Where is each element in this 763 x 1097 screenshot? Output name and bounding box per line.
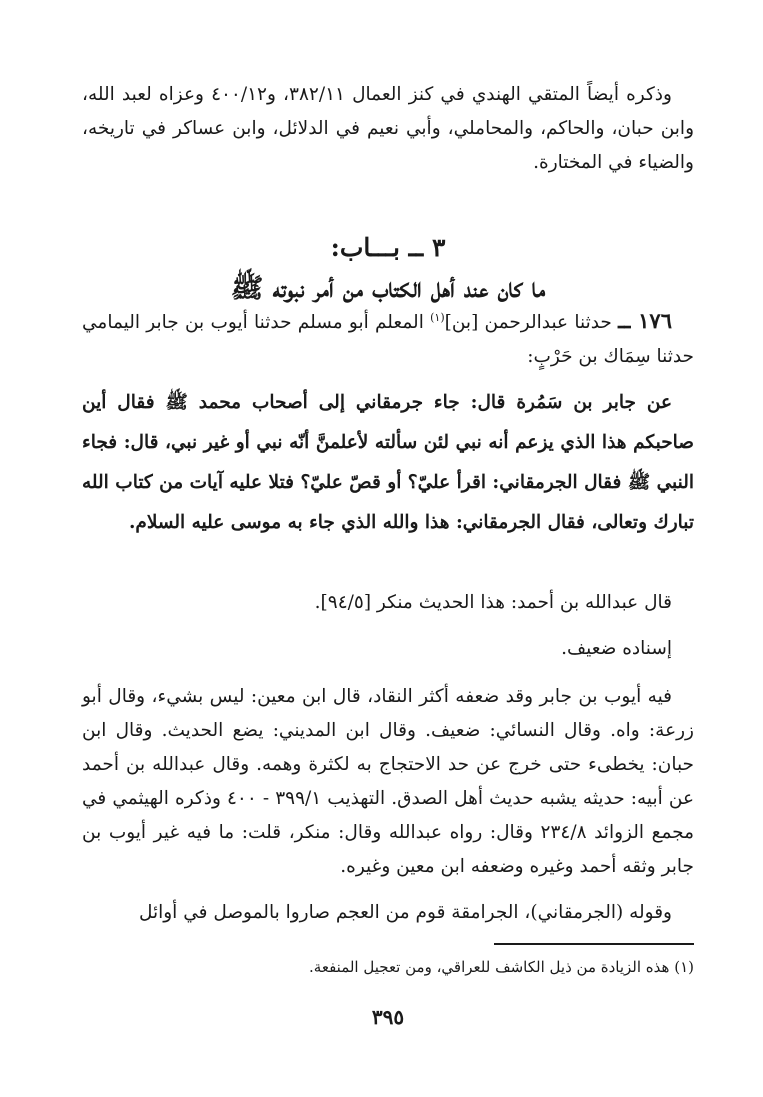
chapter-heading	[82, 228, 694, 310]
commentary-paragraph: فيه أيوب بن جابر وقد ضعفه أكثر النقاد، قال ابن معين: ليس بشيء، وقال أبو زرعة: واه. وقال النسائي: ضعيف. وقال ابن المديني: يضع الحديث. وقال ابن حبان: يخطىء حتى خرج عن حد الاحتجاج به لكثرة وهمه. وقال عبدالله بن أحمد عن أبيه: حديثه يشبه حديث أهل الصدق. التهذيب ٣٩٩/١ - ٤٠٠ وذكره الهيثمي في مجمع الزوائد ٢٣٤/٨ وقال: رواه عبدالله وقال: منكر، قلت: ما فيه غير أيوب بن جابر وثقه أحمد وغيره وضعفه ابن معين وغيره.	[82, 686, 695, 877]
footnote: (١) هذه الزيادة من ذيل الكاشف للعراقي، ومن تعجيل المنفعة.	[309, 958, 694, 976]
hadith-isnad	[82, 304, 694, 374]
intro-paragraph-block	[82, 78, 694, 180]
hadith-matn: عن جابر بن سَمُرة قال: جاء جرمقاني إلى أصحاب محمد ﷺ فقال أين صاحبكم هذا الذي يزعم أنه نبي لئن سألته لأعلمنَّ أنّه نبي أو غير نبي، قال: فجاء النبي ﷺ فقال الجرمقاني: اقرأ عليّ؟ أو قصّ عليّ؟ فتلا عليه آيات من كتاب الله تبارك وتعالى، فقال الجرمقاني: هذا والله الذي جاء به موسى عليه السلام.	[82, 392, 694, 533]
footnote-marker: (١)	[430, 310, 445, 324]
page-number: ٣٩٥	[371, 1005, 405, 1029]
isnad-grade: إسناده ضعيف.	[561, 638, 672, 659]
final-line: وقوله (الجرمقاني)، الجرامقة قوم من العجم صاروا بالموصل في أوائل	[138, 902, 672, 923]
hadith-number: ١٧٦ ــ	[618, 308, 672, 333]
abdullah-note-block	[82, 586, 694, 620]
footnote-divider	[494, 943, 694, 945]
isnad-text-part2: المعلم أبو مسلم حدثنا أيوب بن جابر اليمامي حدثنا سِمَاك بن حَرْبٍ:	[82, 312, 694, 367]
chapter-title: ما كان عند أهل الكتاب من أمر نبوته ﷺ	[230, 273, 546, 304]
chapter-number: ٣ ــ بـــاب:	[330, 233, 446, 262]
intro-paragraph: وذكره أيضاً المتقي الهندي في كنز العمال ٣٨٢/١١، و٤٠٠/١٢ وعزاه لعبد الله، وابن حبان، والحاكم، والمحاملي، وأبي نعيم في الدلائل، وابن عساكر في تاريخه، والضياء في المختارة.	[82, 84, 694, 173]
abdullah-note: قال عبدالله بن أحمد: هذا الحديث منكر [٩٤/٥].	[314, 592, 672, 613]
commentary-block	[82, 680, 694, 884]
isnad-grade-block	[82, 632, 694, 666]
isnad-text-part1: حدثنا عبدالرحمن [بن]	[444, 312, 612, 333]
final-line-block	[82, 896, 694, 930]
hadith-isnad-block	[82, 304, 694, 374]
hadith-matn-block	[82, 383, 694, 543]
